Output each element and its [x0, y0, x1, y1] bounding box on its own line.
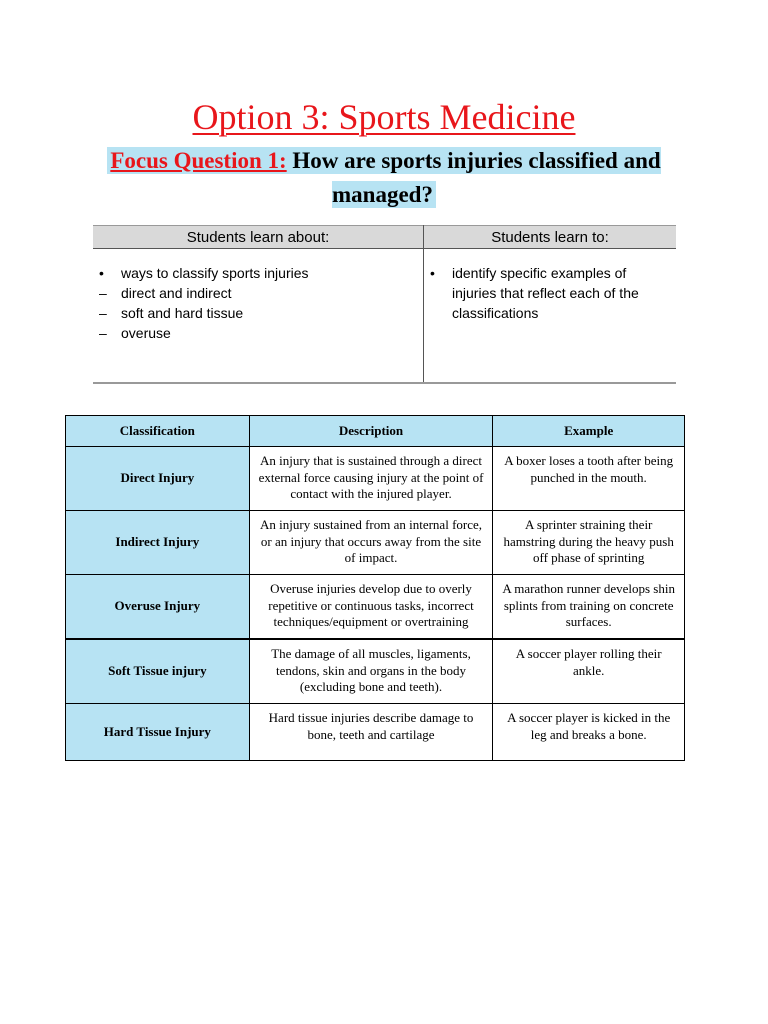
learn-to-list — [430, 263, 670, 323]
table-row — [66, 639, 685, 704]
header-description: Description — [249, 416, 493, 447]
list-item-text: overuse — [121, 325, 171, 341]
focus-question-text: How are sports injuries classified and managed? — [286, 148, 661, 207]
example-cell: A boxer loses a tooth after being punched in the mouth. — [493, 447, 685, 511]
focus-question-label: Focus Question 1: — [110, 148, 287, 173]
description-cell: The damage of all muscles, ligaments, tendons, skin and organs in the body (excluding bone and teeth). — [249, 639, 493, 704]
list-item-text: ways to classify sports injuries — [121, 265, 309, 281]
example-cell: A soccer player is kicked in the leg and breaks a bone. — [493, 704, 685, 761]
description-cell: Hard tissue injuries describe damage to bone, teeth and cartilage — [249, 704, 493, 761]
table-row — [66, 575, 685, 640]
list-item — [99, 263, 417, 283]
dash-mark: – — [99, 285, 107, 301]
syllabus-header-learn-to: Students learn to: — [424, 226, 677, 249]
description-cell: An injury that is sustained through a direct external force causing injury at the point of contact with the injured player. — [249, 447, 493, 511]
learn-to-cell — [424, 249, 677, 384]
syllabus-header-learn-about: Students learn about: — [93, 226, 424, 249]
bullet-mark: • — [99, 265, 104, 281]
example-cell: A sprinter straining their hamstring during the heavy push off phase of sprinting — [493, 511, 685, 575]
classification-cell: Overuse Injury — [66, 575, 250, 640]
list-item-text: soft and hard tissue — [121, 305, 244, 321]
dash-mark: – — [99, 305, 107, 321]
header-example: Example — [493, 416, 685, 447]
list-item — [99, 303, 417, 323]
classification-cell: Indirect Injury — [66, 511, 250, 575]
table-row — [66, 704, 685, 761]
list-item — [99, 283, 417, 303]
header-classification: Classification — [66, 416, 250, 447]
syllabus-table — [93, 225, 676, 384]
table-row — [66, 447, 685, 511]
example-cell: A marathon runner develops shin splints from training on concrete surfaces. — [493, 575, 685, 640]
list-item-text: identify specific examples of injuries that reflect each of the classifications — [452, 265, 639, 321]
learn-about-cell — [93, 249, 424, 384]
list-item-text: direct and indirect — [121, 285, 232, 301]
list-item — [99, 323, 417, 343]
table-row — [66, 511, 685, 575]
bullet-mark: • — [430, 265, 435, 281]
example-cell: A soccer player rolling their ankle. — [493, 639, 685, 704]
classification-table — [65, 415, 685, 761]
learn-about-list — [99, 263, 417, 343]
description-cell: An injury sustained from an internal force, or an injury that occurs away from the site of impact. — [249, 511, 493, 575]
dash-mark: – — [99, 325, 107, 341]
description-cell: Overuse injuries develop due to overly repetitive or continuous tasks, incorrect techniques/equipment or overtraining — [249, 575, 493, 640]
classification-cell: Direct Injury — [66, 447, 250, 511]
classification-cell: Hard Tissue Injury — [66, 704, 250, 761]
focus-question — [100, 144, 668, 212]
page-title: Option 3: Sports Medicine — [192, 97, 576, 137]
classification-cell: Soft Tissue injury — [66, 639, 250, 704]
list-item — [430, 263, 670, 323]
